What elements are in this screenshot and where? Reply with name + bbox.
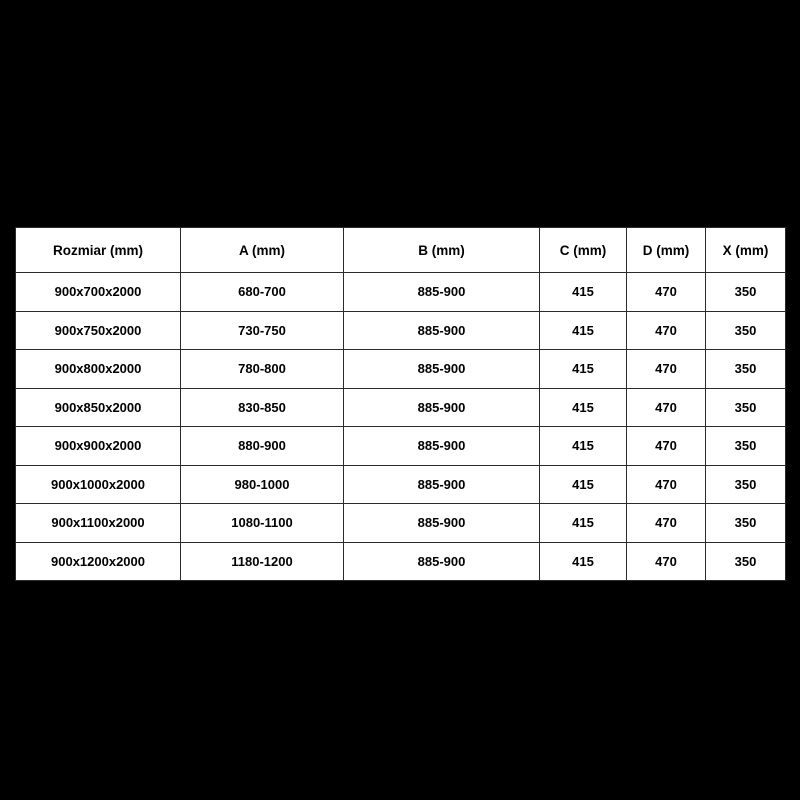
cell-size: 900x850x2000 xyxy=(16,388,181,427)
cell-c: 415 xyxy=(540,350,627,389)
column-header-c: C (mm) xyxy=(540,228,627,273)
specification-table xyxy=(15,227,786,581)
cell-a: 780-800 xyxy=(181,350,344,389)
cell-d: 470 xyxy=(627,542,706,581)
cell-c: 415 xyxy=(540,311,627,350)
table-row xyxy=(16,273,786,312)
cell-b: 885-900 xyxy=(344,542,540,581)
column-header-x: X (mm) xyxy=(706,228,786,273)
cell-a: 1080-1100 xyxy=(181,504,344,543)
table-row xyxy=(16,427,786,466)
cell-a: 830-850 xyxy=(181,388,344,427)
cell-size: 900x1200x2000 xyxy=(16,542,181,581)
cell-x: 350 xyxy=(706,465,786,504)
cell-d: 470 xyxy=(627,465,706,504)
table-row xyxy=(16,350,786,389)
cell-c: 415 xyxy=(540,427,627,466)
table-row xyxy=(16,542,786,581)
cell-b: 885-900 xyxy=(344,350,540,389)
cell-size: 900x1000x2000 xyxy=(16,465,181,504)
cell-x: 350 xyxy=(706,273,786,312)
cell-x: 350 xyxy=(706,542,786,581)
cell-b: 885-900 xyxy=(344,465,540,504)
table-row xyxy=(16,504,786,543)
cell-b: 885-900 xyxy=(344,427,540,466)
table-row xyxy=(16,311,786,350)
cell-d: 470 xyxy=(627,504,706,543)
cell-a: 730-750 xyxy=(181,311,344,350)
table-body xyxy=(16,273,786,581)
spec-table-container xyxy=(15,227,785,581)
cell-size: 900x750x2000 xyxy=(16,311,181,350)
cell-c: 415 xyxy=(540,465,627,504)
table-row xyxy=(16,465,786,504)
cell-d: 470 xyxy=(627,273,706,312)
cell-x: 350 xyxy=(706,350,786,389)
table-header xyxy=(16,228,786,273)
cell-c: 415 xyxy=(540,388,627,427)
cell-a: 880-900 xyxy=(181,427,344,466)
cell-x: 350 xyxy=(706,311,786,350)
cell-c: 415 xyxy=(540,504,627,543)
table-header-row xyxy=(16,228,786,273)
cell-d: 470 xyxy=(627,427,706,466)
cell-size: 900x900x2000 xyxy=(16,427,181,466)
column-header-size: Rozmiar (mm) xyxy=(16,228,181,273)
cell-d: 470 xyxy=(627,388,706,427)
cell-x: 350 xyxy=(706,388,786,427)
cell-size: 900x1100x2000 xyxy=(16,504,181,543)
cell-c: 415 xyxy=(540,542,627,581)
cell-c: 415 xyxy=(540,273,627,312)
cell-a: 680-700 xyxy=(181,273,344,312)
cell-x: 350 xyxy=(706,504,786,543)
column-header-d: D (mm) xyxy=(627,228,706,273)
cell-d: 470 xyxy=(627,350,706,389)
cell-b: 885-900 xyxy=(344,388,540,427)
cell-b: 885-900 xyxy=(344,273,540,312)
cell-b: 885-900 xyxy=(344,311,540,350)
cell-x: 350 xyxy=(706,427,786,466)
table-row xyxy=(16,388,786,427)
column-header-a: A (mm) xyxy=(181,228,344,273)
cell-size: 900x800x2000 xyxy=(16,350,181,389)
cell-a: 1180-1200 xyxy=(181,542,344,581)
cell-size: 900x700x2000 xyxy=(16,273,181,312)
cell-a: 980-1000 xyxy=(181,465,344,504)
cell-b: 885-900 xyxy=(344,504,540,543)
column-header-b: B (mm) xyxy=(344,228,540,273)
cell-d: 470 xyxy=(627,311,706,350)
